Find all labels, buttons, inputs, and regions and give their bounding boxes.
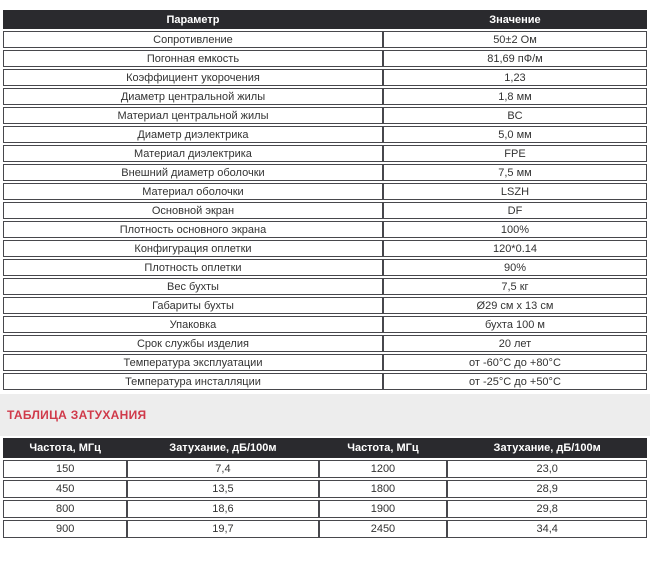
attenuation-section-band (0, 394, 650, 436)
param-cell: Материал центральной жилы (3, 107, 383, 124)
freq-cell: 1900 (319, 500, 448, 518)
freq-cell: 150 (3, 460, 127, 478)
freq-cell: 900 (3, 520, 127, 538)
table-row (3, 278, 647, 295)
table-row (3, 126, 647, 143)
param-cell: Диаметр диэлектрика (3, 126, 383, 143)
value-cell: бухта 100 м (383, 316, 647, 333)
value-cell: LSZH (383, 183, 647, 200)
attenuation-table (3, 436, 647, 540)
att-cell: 29,8 (447, 500, 647, 518)
value-cell: 5,0 мм (383, 126, 647, 143)
att-cell: 7,4 (127, 460, 318, 478)
att-cell: 13,5 (127, 480, 318, 498)
attenuation-row (3, 480, 647, 498)
table-row (3, 240, 647, 257)
param-cell: Диаметр центральной жилы (3, 88, 383, 105)
param-cell: Конфигурация оплетки (3, 240, 383, 257)
freq-cell: 1800 (319, 480, 448, 498)
freq-cell: 1200 (319, 460, 448, 478)
value-cell: 20 лет (383, 335, 647, 352)
value-cell: от -25°C до +50°C (383, 373, 647, 390)
value-cell: 90% (383, 259, 647, 276)
att-cell: 18,6 (127, 500, 318, 518)
att-header-freq-2: Частота, МГц (319, 438, 448, 458)
table-row (3, 69, 647, 86)
att-header-freq-1: Частота, МГц (3, 438, 127, 458)
value-cell: FPE (383, 145, 647, 162)
table-row (3, 145, 647, 162)
table-row (3, 354, 647, 371)
value-cell: 81,69 пФ/м (383, 50, 647, 67)
attenuation-row (3, 520, 647, 538)
value-cell: DF (383, 202, 647, 219)
value-cell: 1,8 мм (383, 88, 647, 105)
value-cell: 50±2 Ом (383, 31, 647, 48)
value-cell: 100% (383, 221, 647, 238)
param-cell: Сопротивление (3, 31, 383, 48)
param-cell: Погонная емкость (3, 50, 383, 67)
value-cell: Ø29 см x 13 см (383, 297, 647, 314)
param-cell: Упаковка (3, 316, 383, 333)
param-cell: Температура эксплуатации (3, 354, 383, 371)
table-row (3, 31, 647, 48)
att-cell: 23,0 (447, 460, 647, 478)
param-cell: Внешний диаметр оболочки (3, 164, 383, 181)
param-cell: Материал диэлектрика (3, 145, 383, 162)
table-row (3, 88, 647, 105)
spec-header-parameter: Параметр (3, 10, 383, 29)
freq-cell: 800 (3, 500, 127, 518)
table-row (3, 221, 647, 238)
param-cell: Вес бухты (3, 278, 383, 295)
freq-cell: 2450 (319, 520, 448, 538)
attenuation-row (3, 460, 647, 478)
attenuation-section-title: ТАБЛИЦА ЗАТУХАНИЯ (7, 408, 147, 422)
attenuation-row (3, 500, 647, 518)
value-cell: 7,5 мм (383, 164, 647, 181)
param-cell: Коэффициент укорочения (3, 69, 383, 86)
att-header-att-2: Затухание, дБ/100м (447, 438, 647, 458)
value-cell: BC (383, 107, 647, 124)
table-row (3, 202, 647, 219)
table-row (3, 183, 647, 200)
value-cell: 7,5 кг (383, 278, 647, 295)
table-row (3, 316, 647, 333)
param-cell: Плотность основного экрана (3, 221, 383, 238)
table-row (3, 164, 647, 181)
spec-header-value: Значение (383, 10, 647, 29)
param-cell: Плотность оплетки (3, 259, 383, 276)
att-cell: 28,9 (447, 480, 647, 498)
param-cell: Температура инсталляции (3, 373, 383, 390)
att-header-att-1: Затухание, дБ/100м (127, 438, 318, 458)
freq-cell: 450 (3, 480, 127, 498)
table-row (3, 297, 647, 314)
param-cell: Основной экран (3, 202, 383, 219)
att-cell: 19,7 (127, 520, 318, 538)
param-cell: Материал оболочки (3, 183, 383, 200)
att-cell: 34,4 (447, 520, 647, 538)
attenuation-header-row (3, 438, 647, 458)
value-cell: 120*0.14 (383, 240, 647, 257)
value-cell: 1,23 (383, 69, 647, 86)
spec-table-header-row (3, 10, 647, 29)
table-row (3, 50, 647, 67)
param-cell: Габариты бухты (3, 297, 383, 314)
spec-table (3, 8, 647, 392)
table-row (3, 259, 647, 276)
param-cell: Срок службы изделия (3, 335, 383, 352)
table-row (3, 335, 647, 352)
value-cell: от -60°C до +80°C (383, 354, 647, 371)
table-row (3, 373, 647, 390)
table-row (3, 107, 647, 124)
